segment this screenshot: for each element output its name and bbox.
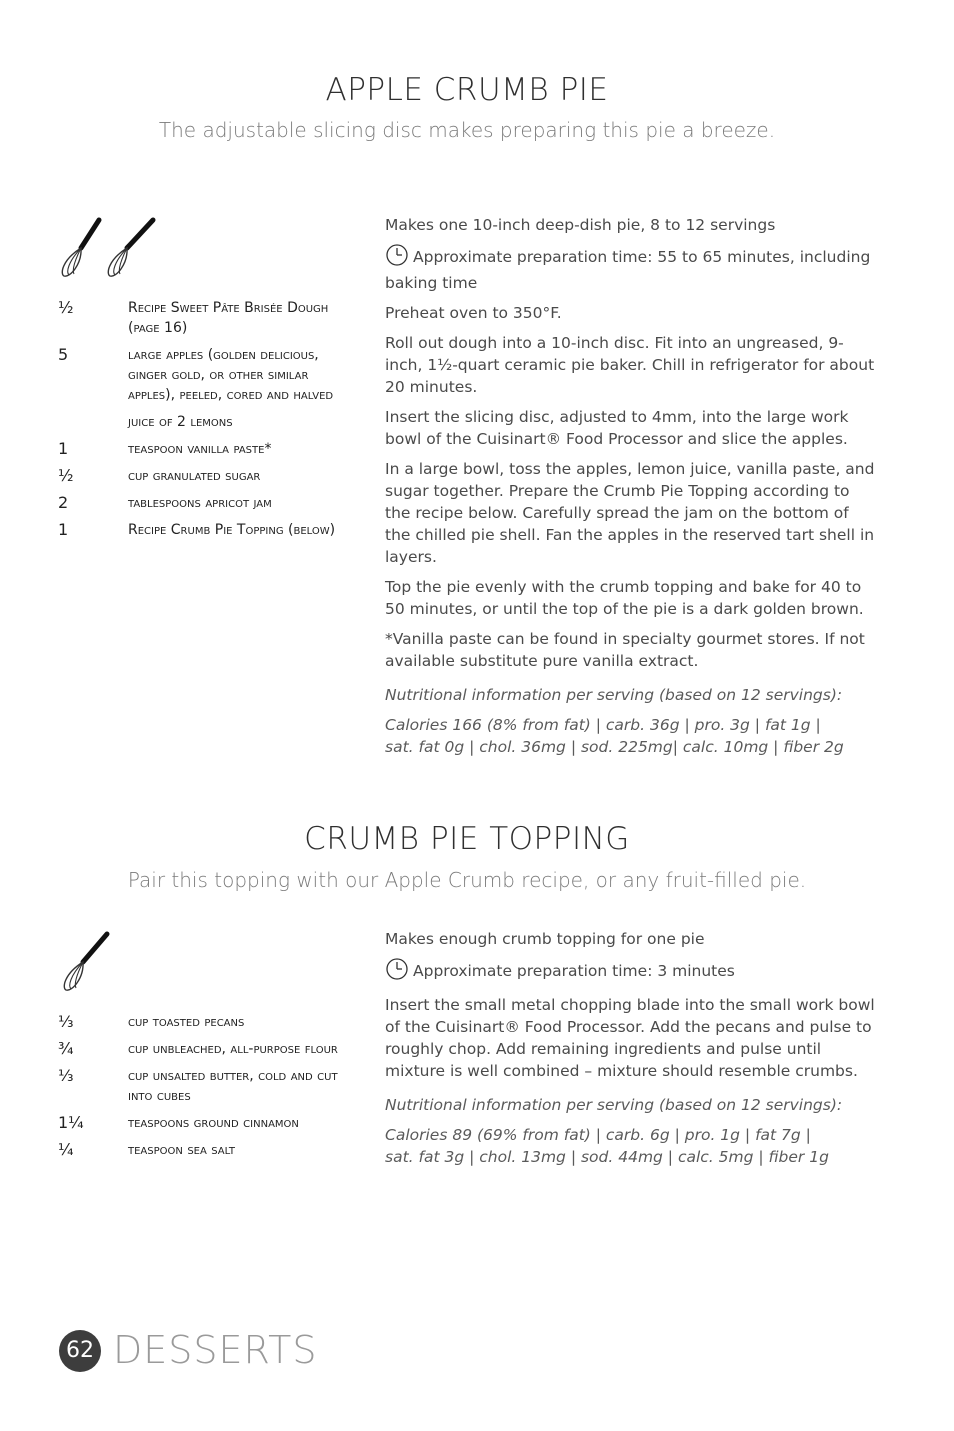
- ingredient-item: [58, 1012, 358, 1032]
- recipe-method: [385, 214, 875, 758]
- recipe-title: CRUMB PIE TOPPING: [304, 821, 630, 857]
- ingredient-description: teaspoons ground cinnamon: [128, 1115, 299, 1131]
- ingredient-description: large apples (golden delicious, ginger gold, or other similar apples), peeled, cored and halved: [128, 347, 334, 403]
- ingredient-quantity: ¼: [58, 1140, 74, 1159]
- whisk-icon: [62, 220, 99, 276]
- ingredient-item: [58, 466, 358, 486]
- ingredient-item: [58, 520, 358, 540]
- ingredient-description: cup granulated sugar: [128, 468, 261, 484]
- method-step: Roll out dough into a 10-inch disc. Fit into an ungreased, 9-inch, 1½-quart ceramic pie baker. Chill in refrigerator for about 20 minutes.: [385, 334, 875, 396]
- ingredient-item: [58, 1140, 358, 1160]
- ingredient-item: [58, 298, 358, 338]
- ingredient-description: cup unbleached, all-purpose flour: [128, 1041, 338, 1057]
- ingredient-item: [58, 439, 358, 459]
- method-step: Preheat oven to 350°F.: [385, 304, 562, 322]
- ingredient-quantity: 5: [58, 345, 69, 364]
- ingredient-quantity: ½: [58, 298, 74, 317]
- ingredient-quantity: 1: [58, 439, 69, 458]
- ingredient-quantity: 1¼: [58, 1113, 84, 1132]
- method-step: In a large bowl, toss the apples, lemon juice, vanilla paste, and sugar together. Prepare the Crumb Pie Topping according to the recipe below. Carefully spread the jam on the bottom of the chilled pie shell. Fan the apples in the reserved tart shell in layers.: [385, 460, 875, 566]
- ingredient-description: cup toasted pecans: [128, 1014, 245, 1030]
- ingredient-item: [58, 1066, 358, 1106]
- ingredient-description: teaspoon vanilla paste*: [128, 441, 272, 457]
- nutrition-line: sat. fat 0g | chol. 36mg | sod. 225mg| calc. 10mg | fiber 2g: [385, 738, 844, 756]
- method-step: Insert the slicing disc, adjusted to 4mm, into the large work bowl of the Cuisinart® Food Processor and slice the apples.: [385, 408, 849, 448]
- ingredient-quantity: ½: [58, 466, 74, 485]
- method-note: *Vanilla paste can be found in specialty gourmet stores. If not available substitute pure vanilla extract.: [385, 630, 865, 670]
- ingredient-quantity: 2: [58, 493, 69, 512]
- section-name: DESSERTS: [113, 1328, 318, 1372]
- yield-text: Makes one 10-inch deep-dish pie, 8 to 12 servings: [385, 216, 776, 234]
- ingredient-description: juice of 2 lemons: [128, 414, 233, 430]
- ingredient-item: [58, 1039, 358, 1059]
- nutrition-header: Nutritional information per serving (based on 12 servings):: [385, 686, 843, 704]
- prep-time: [385, 244, 875, 294]
- whisk-icon: [108, 220, 153, 276]
- ingredient-list: [58, 298, 358, 547]
- recipe-subtitle: The adjustable slicing disc makes preparing this pie a breeze.: [158, 118, 776, 142]
- ingredient-quantity: [58, 412, 128, 432]
- ingredient-description: cup unsalted butter, cold and cut into cubes: [128, 1068, 338, 1104]
- prep-time-text: Approximate preparation time: 3 minutes: [413, 962, 735, 980]
- recipe-subtitle: Pair this topping with our Apple Crumb recipe, or any fruit-filled pie.: [127, 868, 807, 892]
- recipe-title: APPLE CRUMB PIE: [325, 72, 609, 108]
- ingredient-quantity: ⅓: [58, 1012, 74, 1031]
- ingredient-description: tablespoons apricot jam: [128, 495, 272, 511]
- clock-icon: [385, 958, 409, 986]
- difficulty-rating: [56, 216, 166, 284]
- ingredient-item: [58, 345, 358, 405]
- ingredient-description: Recipe Crumb Pie Topping (below): [128, 522, 336, 538]
- ingredient-quantity: ¾: [58, 1039, 74, 1058]
- ingredient-description: Recipe Sweet Pâte Brisée Dough (page 16): [128, 300, 329, 336]
- ingredient-description: teaspoon sea salt: [128, 1142, 235, 1158]
- nutrition-line: Calories 166 (8% from fat) | carb. 36g | pro. 3g | fat 1g |: [385, 716, 821, 734]
- difficulty-rating: [56, 930, 116, 998]
- page-number: 62: [59, 1330, 101, 1372]
- nutrition-line: sat. fat 3g | chol. 13mg | sod. 44mg | calc. 5mg | fiber 1g: [385, 1148, 829, 1166]
- ingredient-quantity: 1: [58, 520, 69, 539]
- recipe-method: [385, 928, 875, 1168]
- ingredient-item: [58, 1113, 358, 1133]
- prep-time-text: Approximate preparation time: 55 to 65 minutes, including baking time: [385, 248, 871, 292]
- prep-time: [385, 958, 875, 986]
- nutrition-header: Nutritional information per serving (based on 12 servings):: [385, 1096, 843, 1114]
- ingredient-item: [58, 412, 358, 432]
- yield-text: Makes enough crumb topping for one pie: [385, 930, 705, 948]
- clock-icon: [385, 244, 409, 272]
- method-step: Top the pie evenly with the crumb topping and bake for 40 to 50 minutes, or until the top of the pie is a dark golden brown.: [385, 578, 864, 618]
- nutrition-line: Calories 89 (69% from fat) | carb. 6g | pro. 1g | fat 7g |: [385, 1126, 811, 1144]
- method-step: Insert the small metal chopping blade into the small work bowl of the Cuisinart® Food Processor. Add the pecans and pulse to roughly chop. Add remaining ingredients and pulse until mixture is well combined – mixture should resemble crumbs.: [385, 996, 875, 1080]
- whisk-icon: [64, 934, 107, 990]
- ingredient-list: [58, 1012, 358, 1167]
- ingredient-item: [58, 493, 358, 513]
- ingredient-quantity: ⅓: [58, 1066, 74, 1085]
